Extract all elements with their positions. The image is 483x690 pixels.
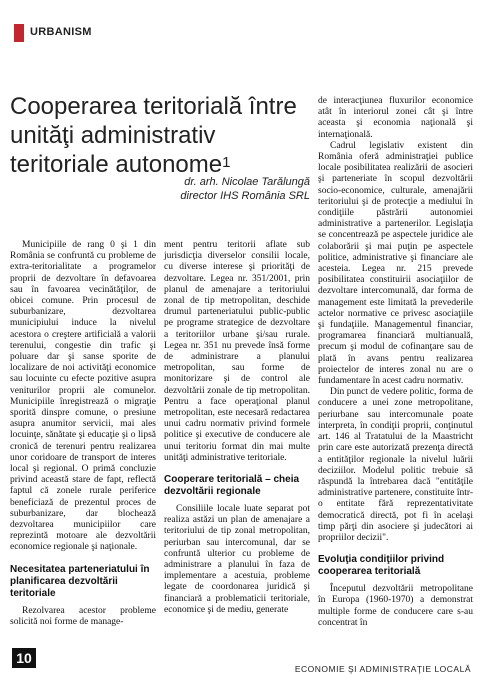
col2-subheading: Cooperare teritorială – cheia dezvoltării regionale bbox=[164, 474, 300, 498]
col3-paragraph-4: Începutul dezvoltării metropolitane în Europa (1960-1970) a demonstrat multiple forme de conducere care s-au concentrat în bbox=[318, 584, 473, 628]
article-title bbox=[10, 92, 310, 179]
column-2 bbox=[164, 240, 310, 616]
section-tag bbox=[14, 24, 194, 42]
column-3 bbox=[318, 96, 473, 629]
author-affiliation: director IHS România SRL bbox=[180, 190, 310, 202]
col3-paragraph-2: Cadrul legislativ existent din România oferă administraţiei publice locale posibilitatea realizării de asocieri şi parteneriate în scopul dezvoltării socio-economice, culturale, amenajării teritoriului şi de protecţie a mediului în condiţiile păstrării autonomiei administrative a partenerilor. Legislaţia se concentrează pe aspectele juridice ale colaborării şi mai puţin pe aspectele politice, administrative şi financiare ale acesteia. Legea nr. 215 prevede posibilitatea constituirii asociaţiilor de dezvoltare intercomunală, dar forma de management este limitată la prevederile actelor normative ce privesc asociaţiile şi fundaţiile. Managementul financiar, programarea financiară multianuală, precum şi modul de cofinanţare sau de plată în avans pentru realizarea proiectelor de interes zonal nu are o fundamentare în acest cadru normativ. bbox=[318, 140, 473, 387]
col3-paragraph-1: de interacţiunea fluxurilor economice atât în interiorul zonei cât şi între aceasta şi economia naţională şi internaţională. bbox=[318, 96, 473, 140]
publication-name: ECONOMIE ŞI ADMINISTRAŢIE LOCALĂ bbox=[294, 664, 471, 674]
author-block bbox=[150, 175, 310, 203]
section-label: URBANISM bbox=[30, 26, 92, 38]
col1-paragraph-1: Municipiile de rang 0 şi 1 din România se confruntă cu probleme de extra-teritorialitate a programelor proprii de dezvoltare în defavoarea sau în favoarea vecinătăţilor, de obicei comune. Prin procesul de suburbanizare, dezvoltarea municipiului induce la nivelul acestora o creştere artificială a valorii terenului, congestie din trafic şi poluare dar şi sanse sporite de localizare de noi activităţi economice sau locuinte cu efecte pozitive asupra veniturilor proprii ale comunelor. Municipiile înregistrează o migraţie sporită dinspre comune, o presiune asupra anumitor servicii, mai ales locuinţe, sănătate şi educaţie şi o lipsă cronică de terenuri pentru realizarea unor coridoare de transport de interes local şi regional. O primă concluzie privind această stare de fapt, reflectă faptul că zonele rurale periferice beneficiază de prezentul proces de suburbanizare, dar blochează dezvoltarea municipiilor care reprezintă motoare ale dezvoltării economice regionale şi naţionale. bbox=[10, 240, 156, 553]
col3-subheading: Evoluţia condiţiilor privind cooperarea teritorială bbox=[318, 554, 445, 578]
col1-subheading: Necesitatea parteneriatului în planificarea dezvoltării teritoriale bbox=[10, 563, 150, 599]
author-name: dr. arh. Nicolae Tarălungă bbox=[184, 176, 310, 188]
title-footnote-marker: 1 bbox=[222, 154, 231, 171]
col2-paragraph-1: ment pentru teritorii aflate sub jurisdicţia diverselor consilii locale, cu diverse interese şi priorităţi de dezvoltare. Legea nr. 351/2001, prin planul de amenajare a teritoriului zonal de tip metropolitan, deschide drumul parteneriatului public-public pe programe strategice de dezvoltare a teritoriilor urbane şi/sau rurale. Legea nr. 351 nu prevede însă forme de administrare a planului metropolitan, sau forme de monitorizare şi de control ale dezvoltării zonale de tip metropolitan. Pentru a face operaţional planul metropolitan, este necesară redactarea unui cadru normativ privind formele politice şi executive de conducere ale unui teritoriu format din mai multe unităţi administrative teritoriale. bbox=[164, 240, 310, 463]
col3-paragraph-3: Din punct de vedere politic, forma de conducere a unei zone metropolitane, periurbane sau intercomunale poate interpreta, în condiţii proprii, conţinutul art. 146 al Tratatului de la Maastricht prin care este autorizată prezenţa directă a entităţilor regionale la nivelul luării deciziilor. Modelul politic trebuie să răspundă la întrebarea dacă "entităţile administrative partenere, constituite într-o entitate fără reprezentativitate democratică directă, pot fi în acelaşi timp părţi din asociere şi judecători ai propriilor decizii". bbox=[318, 387, 473, 543]
column-1 bbox=[10, 240, 156, 628]
col1-paragraph-2: Rezolvarea acestor probleme solicită noi forme de manage- bbox=[10, 605, 156, 627]
page-number: 10 bbox=[12, 648, 36, 668]
article-title-text: Cooperarea teritorială între unităţi administrativ teritoriale autonome bbox=[10, 93, 297, 178]
section-color-bar bbox=[14, 24, 24, 42]
col2-paragraph-2: Consiliile locale luate separat pot realiza astăzi un plan de amenajare a teritoriului de tip zonal metropolitan, periurban sau intercomunal, dar se confruntă ulterior cu probleme de administrare a planului în faza de implementare a acestuia, probleme legate de coordonarea juridică şi financiară a problematicii teritoriale, economice şi de mediu, generate bbox=[164, 504, 310, 615]
